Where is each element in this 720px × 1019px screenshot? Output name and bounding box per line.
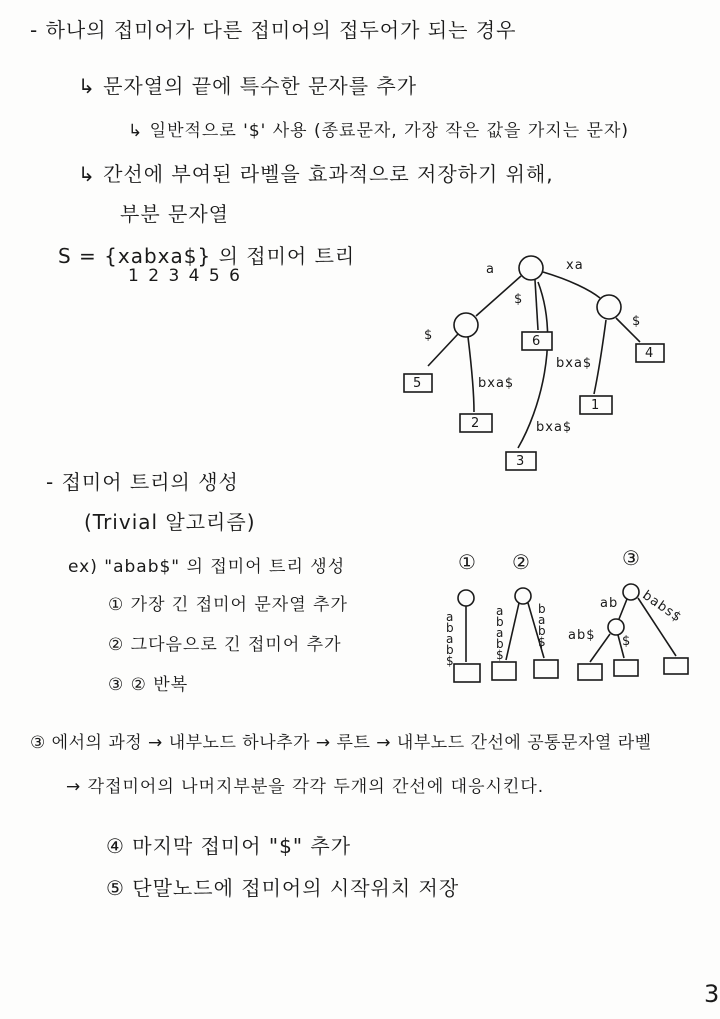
step-1: ① 가장 긴 접미어 문자열 추가	[108, 595, 348, 615]
tree1-label-bxa-long: bxa$	[536, 420, 573, 435]
d1-leaf	[454, 664, 480, 682]
process-line-2: → 각접미어의 나머지부분을 각각 두개의 간선에 대응시킨다.	[66, 777, 545, 797]
d2-edge-left	[506, 603, 519, 660]
d2-leaf-right	[534, 660, 558, 678]
d3-label-dollar: $	[622, 634, 632, 649]
d3-internal	[608, 619, 624, 635]
bullet-add-special-char: ↳ 문자열의 끝에 특수한 문자를 추가	[78, 74, 418, 98]
d2-edge-label-left: a b a b $	[496, 604, 504, 662]
d3-root	[623, 584, 639, 600]
d3-label-ab: ab	[600, 596, 619, 611]
diagram-num-2: ②	[512, 550, 531, 574]
step-3: ③ ② 반복	[108, 675, 189, 695]
example-abab: ex) "abab$" 의 접미어 트리 생성	[68, 557, 346, 577]
d2-root	[515, 588, 531, 604]
page-number: 3	[704, 980, 720, 1008]
tree1-leaf-6-text: 6	[532, 334, 542, 349]
d3-edge-ab	[619, 599, 627, 619]
tree1-label-xa: xa	[566, 258, 584, 273]
step-5: ⑤ 단말노드에 접미어의 시작위치 저장	[106, 876, 460, 900]
tree1-label-a: a	[486, 262, 495, 277]
tree1-leaf-2-text: 2	[471, 416, 481, 431]
tree1-leaf-4-text: 4	[645, 346, 655, 361]
d2-edge-label-right: b a b $	[538, 602, 546, 649]
d3-leaf-1	[578, 664, 602, 680]
diagram-num-1: ①	[458, 550, 477, 574]
subheading-trivial: (Trivial 알고리즘)	[84, 510, 256, 534]
bullet-edge-label: ↳ 간선에 부여된 라벨을 효과적으로 저장하기 위해,	[78, 162, 554, 186]
d3-label-babs: babs$	[639, 588, 685, 626]
heading-suffix-prefix: - 하나의 접미어가 다른 접미어의 접두어가 되는 경우	[30, 18, 517, 42]
heading-tree-construction: - 접미어 트리의 생성	[46, 470, 239, 494]
tree1-leaf-3-text: 3	[516, 454, 526, 469]
tree1-leaf-1-text: 1	[591, 398, 601, 413]
tree1-label-a-bxa: bxa$	[478, 376, 515, 391]
d1-root	[458, 590, 474, 606]
step-4: ④ 마지막 접미어 "$" 추가	[106, 834, 352, 858]
bullet-dollar-usage: ↳ 일반적으로 '$' 사용 (종료문자, 가장 작은 값을 가지는 문자)	[128, 121, 629, 141]
tree1-label-xa-dollar: $	[632, 314, 642, 329]
tree1-caption: S = {xabxa$} 의 접미어 트리	[58, 244, 356, 268]
step-2: ② 그다음으로 긴 접미어 추가	[108, 635, 342, 655]
diagram-num-3: ③	[622, 546, 641, 570]
tree1-label-dollar: $	[514, 292, 524, 307]
tree1-label-a-dollar: $	[424, 328, 434, 343]
tree1-label-xa-bxa: bxa$	[556, 356, 593, 371]
d3-leaf-3	[664, 658, 688, 674]
bullet-substring: 부분 문자열	[120, 202, 229, 226]
d3-leaf-2	[614, 660, 638, 676]
d3-label-ab-dollar: ab$	[568, 628, 596, 643]
d2-leaf-left	[492, 662, 516, 680]
d1-edge-label: a b a b $	[446, 610, 454, 668]
tree1-indices: 1 2 3 4 5 6	[128, 266, 242, 286]
tree1-leaf-5-text: 5	[413, 376, 423, 391]
process-line-1: ③ 에서의 과정 → 내부노드 하나추가 → 루트 → 내부노드 간선에 공통문자열 라벨	[30, 733, 652, 753]
